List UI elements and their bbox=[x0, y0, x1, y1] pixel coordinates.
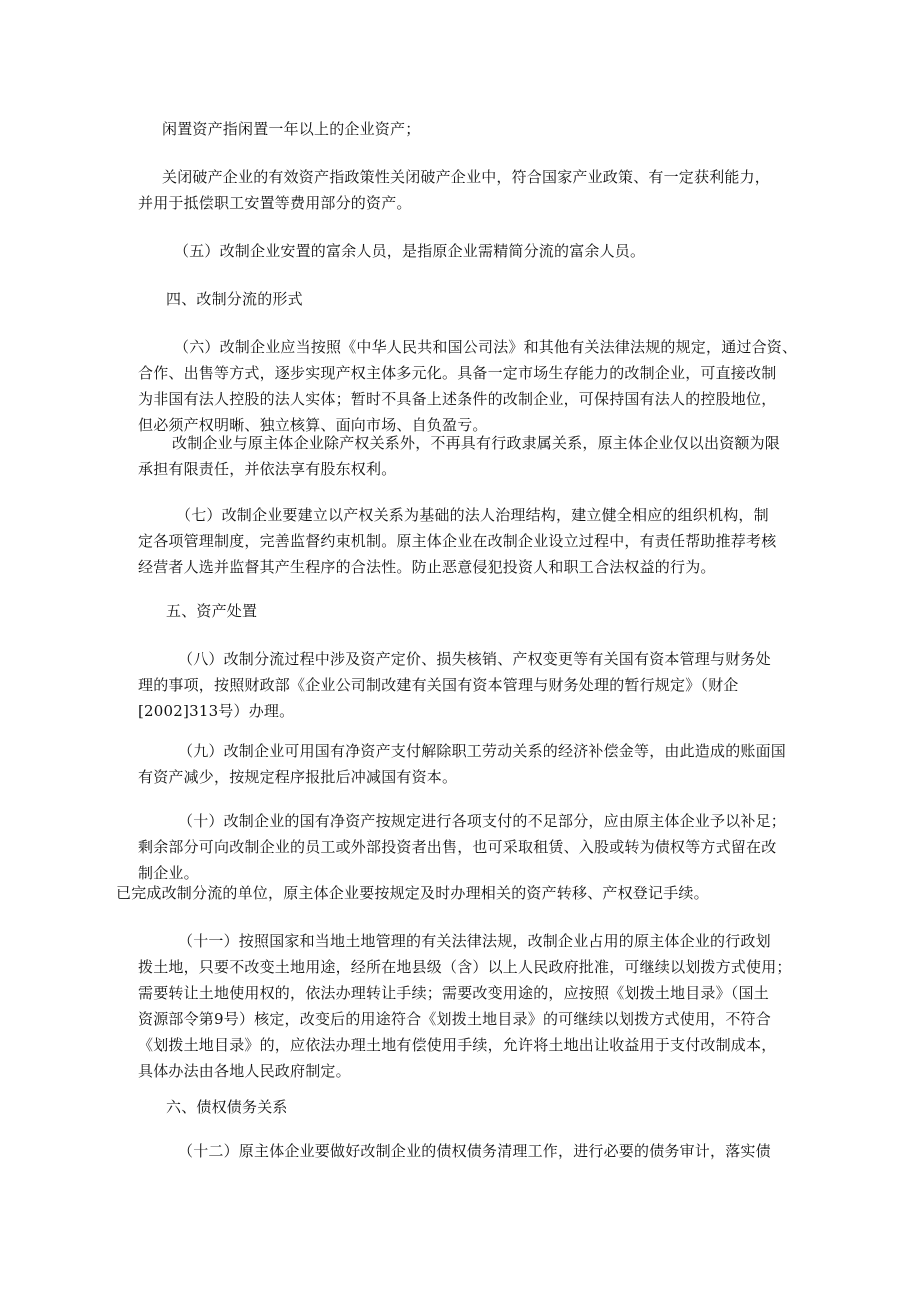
paragraph-idle-assets bbox=[138, 116, 786, 142]
text-line: 闲置资产指闲置一年以上的企业资产； bbox=[162, 120, 421, 138]
text-line: 为非国有法人控股的法人实体；暂时不具备上述条件的改制企业，可保持国有法人的控股地位， bbox=[138, 390, 777, 408]
text-line: 并用于抵偿职工安置等费用部分的资产。 bbox=[138, 194, 412, 212]
paragraph-item-5 bbox=[138, 238, 786, 264]
paragraph-item-7 bbox=[138, 502, 786, 580]
paragraph-item-12 bbox=[138, 1138, 786, 1164]
text-line: 关闭破产企业的有效资产指政策性关闭破产企业中，符合国家产业政策、有一定获利能力， bbox=[162, 168, 771, 186]
section-heading-5 bbox=[138, 598, 786, 624]
text-line: 需要转让土地使用权的，依法办理转让手续；需要改变用途的，应按照《划拨土地目录》（国土 bbox=[138, 984, 769, 1002]
section-heading-text: 五、资产处置 bbox=[166, 602, 258, 620]
paragraph-item-11 bbox=[138, 928, 792, 1084]
text-line: （十）改制企业的国有净资产按规定进行各项支付的不足部分，应由原主体企业予以补足； bbox=[178, 812, 787, 830]
paragraph-item-8 bbox=[138, 646, 786, 724]
text-line: （六）改制企业应当按照《中华人民共和国公司法》和其他有关法律法规的规定，通过合资、 bbox=[174, 338, 798, 356]
text-line: 合作、出售等方式，逐步实现产权主体多元化。具备一定市场生存能力的改制企业，可直接改制 bbox=[138, 364, 777, 382]
text-line: （十二）原主体企业要做好改制企业的债权债务清理工作，进行必要的债务审计，落实债 bbox=[178, 1142, 771, 1160]
paragraph-item-10 bbox=[138, 808, 786, 886]
text-line: （五）改制企业安置的富余人员，是指原企业需精简分流的富余人员。 bbox=[174, 242, 646, 260]
text-line: （九）改制企业可用国有净资产支付解除职工劳动关系的经济补偿金等，由此造成的账面国 bbox=[178, 742, 787, 760]
section-heading-text: 六、债权债务关系 bbox=[166, 1098, 288, 1116]
text-line: 已完成改制分流的单位，原主体企业要按规定及时办理相关的资产转移、产权登记手续。 bbox=[116, 884, 709, 902]
paragraph-ownership-relation bbox=[138, 430, 786, 482]
text-line: 拨土地，只要不改变土地用途，经所在地县级（含）以上人民政府批准，可继续以划拨方式使用； bbox=[138, 958, 792, 976]
text-line: 经营者人选并监督其产生程序的合法性。防止恶意侵犯投资人和职工合法权益的行为。 bbox=[138, 558, 716, 576]
section-heading-text: 四、改制分流的形式 bbox=[166, 290, 303, 308]
text-line: 制企业。 bbox=[138, 864, 199, 882]
section-heading-6 bbox=[138, 1094, 786, 1120]
paragraph-item-9 bbox=[138, 738, 786, 790]
text-line: 剩余部分可向改制企业的员工或外部投资者出售，也可采取租赁、入股或转为债权等方式留在改 bbox=[138, 838, 777, 856]
text-line: [2002]313号）办理。 bbox=[138, 702, 295, 720]
text-line: 具体办法由各地人民政府制定。 bbox=[138, 1062, 351, 1080]
text-line: 有资产减少，按规定程序报批后冲减国有资本。 bbox=[138, 768, 458, 786]
paragraph-item-6 bbox=[138, 334, 798, 438]
text-line: 改制企业与原主体企业除产权关系外，不再具有行政隶属关系，原主体企业仅以出资额为限 bbox=[172, 434, 781, 452]
text-line: 承担有限责任，并依法享有股东权利。 bbox=[138, 460, 397, 478]
text-line: 《划拨土地目录》的，应依法办理土地有偿使用手续，允许将土地出让收益用于支付改制成本， bbox=[138, 1036, 777, 1054]
text-line: （十一）按照国家和当地土地管理的有关法律法规，改制企业占用的原主体企业的行政划 bbox=[178, 932, 771, 950]
text-line: 定各项管理制度，完善监督约束机制。原主体企业在改制企业设立过程中，有责任帮助推荐考核 bbox=[138, 532, 777, 550]
paragraph-completed-units bbox=[116, 880, 764, 906]
text-line: （七）改制企业要建立以产权关系为基础的法人治理结构，建立健全相应的组织机构，制 bbox=[176, 506, 769, 524]
text-line: 理的事项，按照财政部《企业公司制改建有关国有资本管理与财务处理的暂行规定》（财企 bbox=[138, 676, 739, 694]
text-line: （八）改制分流过程中涉及资产定价、损失核销、产权变更等有关国有资本管理与财务处 bbox=[178, 650, 771, 668]
section-heading-4 bbox=[138, 286, 786, 312]
paragraph-bankrupt-assets bbox=[138, 164, 786, 216]
text-line: 但必须产权明晰、独立核算、面向市场、自负盈亏。 bbox=[138, 416, 488, 434]
text-line: 资源部令第9号）核定，改变后的用途符合《划拨土地目录》的可继续以划拨方式使用，不符合 bbox=[138, 1010, 771, 1028]
